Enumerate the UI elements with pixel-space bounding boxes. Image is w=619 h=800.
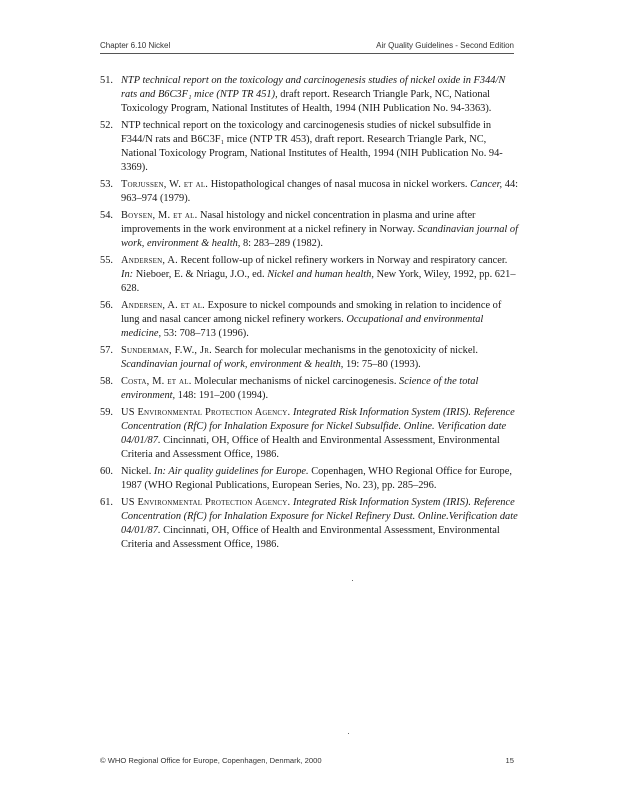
- header-title: Air Quality Guidelines - Second Edition: [376, 41, 514, 50]
- reference-text: [121, 178, 520, 206]
- reference-segment: Recent follow-up of nickel refinery workers in Norway and respiratory cancer.: [177, 255, 508, 267]
- reference-italic-segment: Cancer,: [470, 178, 503, 190]
- reference-segment: Search for molecular mechanisms in the genotoxicity of nickel.: [211, 345, 478, 357]
- reference-author: Andersen, A. et al.: [121, 300, 205, 312]
- reference-text: [121, 74, 520, 116]
- reference-italic-segment: Scandinavian journal of work, environment & health,: [121, 359, 344, 370]
- reference-author: Boysen, M. et al.: [121, 210, 198, 222]
- reference-text: [121, 119, 520, 175]
- reference-text: [121, 375, 520, 403]
- reference-item: [100, 465, 520, 493]
- reference-text: [121, 496, 520, 552]
- reference-text: [121, 209, 520, 251]
- reference-author: Andersen, A.: [121, 255, 178, 267]
- reference-segment: Cincinnati, OH, Office of Health and Environmental Assessment, Environmental Criteria and Assessment Office, 1986.: [121, 525, 500, 551]
- reference-item: [100, 209, 520, 251]
- reference-item: [100, 74, 520, 116]
- reference-number: 59.: [100, 407, 113, 419]
- reference-author: US Environmental Protection Agency.: [121, 497, 291, 509]
- reference-segment: Nieboer, E. & Nriagu, J.O., ed.: [133, 268, 268, 280]
- reference-italic-segment: Science of the total environment,: [121, 376, 479, 402]
- reference-item: [100, 344, 520, 372]
- reference-segment: 19: 75–80 (1993).: [343, 359, 421, 370]
- footer-copyright: © WHO Regional Office for Europe, Copenhagen, Denmark, 2000: [100, 756, 322, 765]
- reference-italic-segment: In:: [121, 268, 134, 280]
- reference-segment: 148: 191–200 (1994).: [175, 390, 269, 402]
- reference-text: [121, 254, 520, 296]
- reference-item: [100, 375, 520, 403]
- reference-segment: New York, Wiley, 1992, pp. 621–628.: [121, 268, 516, 294]
- scan-speck: [348, 733, 349, 734]
- header-chapter: Chapter 6.10 Nickel: [100, 41, 171, 50]
- reference-text: [121, 344, 520, 372]
- reference-author: US Environmental Protection Agency.: [121, 407, 291, 419]
- reference-list: [100, 74, 520, 555]
- reference-segment: Exposure to nickel compounds and smoking in relation to incidence of lung and nasal cancer among nickel refinery workers.: [121, 300, 502, 325]
- reference-italic-segment: Scandinavian journal of work, environment & health,: [121, 223, 518, 249]
- reference-segment: Molecular mechanisms of nickel carcinogenesis.: [191, 376, 400, 388]
- reference-author: Sunderman, F.W., Jr.: [121, 345, 212, 357]
- reference-item: [100, 496, 520, 552]
- reference-italic-segment: Integrated Risk Information System (IRIS). Reference Concentration (RfC) for Inhalation Exposure for Nickel Subsulfide. Online. Verification date 04/01/87.: [121, 407, 515, 447]
- reference-segment: Copenhagen, WHO Regional Office for Europe, 1987 (WHO Regional Publications, European Series, No. 23), pp. 285–296.: [121, 466, 512, 492]
- reference-number: 61.: [100, 497, 113, 509]
- reference-number: 58.: [100, 376, 113, 388]
- reference-segment: NTP technical report on the toxicology and carcinogenesis studies of nickel subsulfide in F344/N rats and B6C3F₁ mice (NTP TR 453), draft report. Research Triangle Park, NC, National Toxicology Program, National Institutes of Health, 1994 (NIH Publication No. 94-3369).: [121, 120, 503, 173]
- reference-number: 60.: [100, 466, 113, 478]
- reference-text: [121, 299, 520, 341]
- reference-item: [100, 119, 520, 175]
- reference-author: Costa, M. et al.: [121, 376, 192, 388]
- reference-italic-segment: Nickel and human health,: [267, 268, 374, 280]
- page-number: 15: [505, 756, 514, 765]
- reference-item: [100, 254, 520, 296]
- reference-segment: Cincinnati, OH, Office of Health and Environmental Assessment, Environmental Criteria and Assessment Office, 1986.: [121, 435, 500, 461]
- reference-text: [121, 465, 520, 493]
- reference-item: [100, 299, 520, 341]
- reference-italic-segment: In: Air quality guidelines for Europe.: [153, 466, 309, 478]
- header-rule: [100, 53, 514, 54]
- reference-segment: 53: 708–713 (1996).: [161, 327, 249, 339]
- reference-segment: Nasal histology and nickel concentration in plasma and urine after improvements in the work environment at a nickel refinery in Norway.: [121, 210, 476, 235]
- reference-number: 56.: [100, 300, 113, 312]
- reference-number: 52.: [100, 120, 113, 132]
- reference-number: 51.: [100, 75, 113, 86]
- reference-item: [100, 178, 520, 206]
- reference-italic-segment: Occupational and environmental medicine,: [121, 313, 484, 339]
- reference-italic-segment: NTP technical report on the toxicology and carcinogenesis studies of nickel oxide in F344/N rats and B6C3F₁ mice (NTP TR 451),: [121, 75, 506, 100]
- reference-author: Torjussen, W. et al.: [121, 178, 209, 190]
- reference-italic-segment: Integrated Risk Information System (IRIS). Reference Concentration (RfC) for Inhalation Exposure for Nickel Refinery Dust. Online.Verification date 04/01/87.: [121, 497, 518, 537]
- reference-text: [121, 406, 520, 462]
- reference-number: 54.: [100, 210, 113, 222]
- scan-speck: [352, 580, 353, 581]
- reference-segment: Histopathological changes of nasal mucosa in nickel workers.: [208, 178, 471, 190]
- reference-segment: 8: 283–289 (1982).: [240, 237, 323, 249]
- reference-number: 53.: [100, 178, 113, 190]
- reference-item: [100, 406, 520, 462]
- reference-segment: 44: 963–974 (1979).: [121, 178, 519, 204]
- reference-segment: draft report. Research Triangle Park, NC, National Toxicology Program, National Institutes of Health, 1994 (NIH Publication No. 94-3363).: [121, 88, 492, 114]
- reference-number: 57.: [100, 345, 113, 357]
- reference-number: 55.: [100, 255, 113, 267]
- reference-segment: Nickel.: [121, 466, 154, 478]
